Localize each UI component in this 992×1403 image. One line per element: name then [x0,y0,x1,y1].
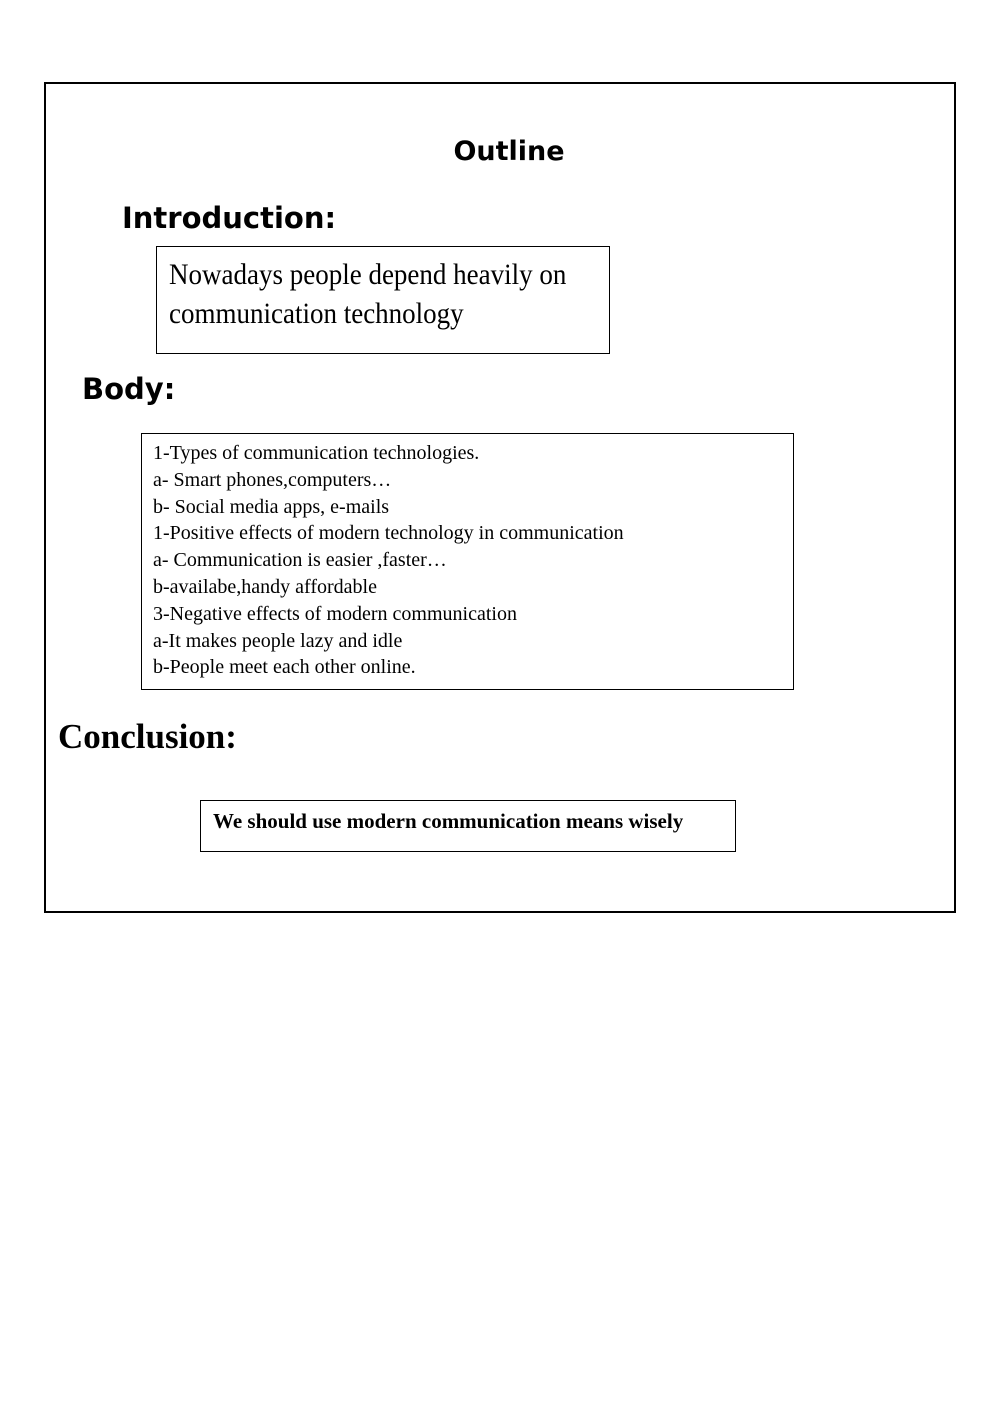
body-item: a- Smart phones,computers… [153,468,392,491]
body-item: b-People meet each other online. [153,656,416,679]
introduction-heading: Introduction: [122,201,337,235]
body-item: b-availabe,handy affordable [153,575,377,598]
body-item: a-It makes people lazy and idle [153,629,403,652]
introduction-line: Nowadays people depend heavily on [169,258,567,291]
body-heading: Body: [82,372,176,406]
introduction-box [156,246,610,354]
body-item: 1-Positive effects of modern technology in communication [153,522,624,545]
outline-frame [44,82,956,913]
introduction-line: communication technology [169,297,464,330]
outline-title: Outline [453,136,565,167]
body-item: 1-Types of communication technologies. [153,442,480,464]
conclusion-box [200,800,736,852]
body-item: 3-Negative effects of modern communication [153,602,517,625]
body-item: a- Communication is easier ,faster… [153,549,447,572]
body-item: b- Social media apps, e-mails [153,495,390,518]
conclusion-heading: Conclusion: [58,717,237,756]
conclusion-text: We should use modern communication means wisely [213,809,684,833]
body-box [141,433,794,690]
